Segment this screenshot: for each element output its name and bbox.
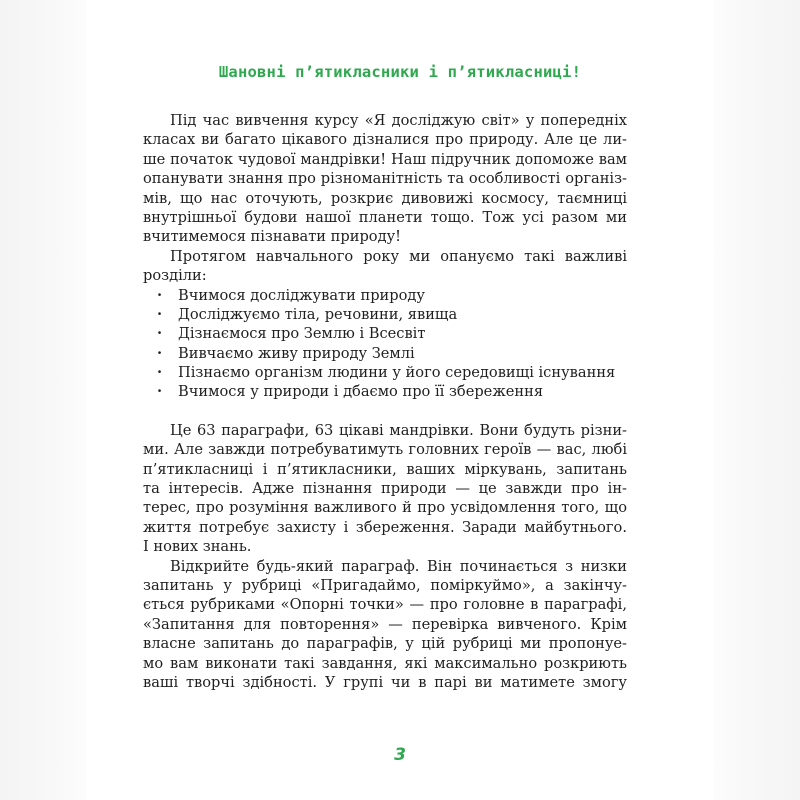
sections-intro-paragraph xyxy=(143,247,627,286)
text-line: п’ятикласниці і п’ятикласники, ваших міркувань, запитань xyxy=(143,460,627,478)
list-item xyxy=(143,363,627,382)
paragraphs-overview-paragraph xyxy=(143,421,627,557)
text-line: опанувати знання про різноманітність та особливості організ- xyxy=(143,170,627,188)
text-line: мо вам виконати такі завдання, які максимально розкриють xyxy=(143,654,627,672)
page-body xyxy=(143,111,627,692)
text-line: внутрішньої будови нашої планети тощо. Тож усі разом ми xyxy=(143,208,627,226)
bullet-icon: · xyxy=(157,305,163,323)
text-line: мів, що нас оточують, розкриє дивовижі космосу, таємниці xyxy=(143,189,627,207)
text-line: ваші творчі здібності. У групі чи в парі ви матимете змогу xyxy=(143,673,627,691)
text-line: Відкрийте будь-який параграф. Він починається з низки xyxy=(170,557,627,575)
list-item-label: Пізнаємо організм людини у його середовищі існування xyxy=(178,364,616,382)
text-line: життя потребує захисту і збереження. Заради майбутнього. xyxy=(143,518,627,536)
page-title: Шановні п’ятикласники і п’ятикласниці! xyxy=(218,63,582,81)
text-line: Під час вивчення курсу «Я досліджую світ» у попередніх xyxy=(170,112,627,129)
text-line: терес, про розуміння важливого й про усвідомлення того, що xyxy=(143,499,627,517)
list-item xyxy=(143,286,627,305)
list-item-label: Вчимося досліджувати природу xyxy=(178,286,425,304)
paragraph-spacer xyxy=(143,402,627,421)
bullet-icon: · xyxy=(157,364,163,382)
text-line: «Запитання для повторення» — перевірка вивченого. Крім xyxy=(143,615,627,633)
text-line: вчитимемося пізнавати природу! xyxy=(143,228,402,246)
text-line: класах ви багато цікавого дізналися про природу. Але це ли- xyxy=(143,131,627,149)
page xyxy=(86,0,714,800)
list-item-label: Вчимося у природи і дбаємо про її збереження xyxy=(178,383,544,401)
bullet-icon: · xyxy=(157,325,163,343)
text-line: Протягом навчального року ми опануємо такі важливі xyxy=(170,247,627,265)
list-item xyxy=(143,382,627,401)
text-line: запитань у рубриці «Пригадаймо, поміркуймо», а закінчу- xyxy=(143,576,627,594)
page-number: 3 xyxy=(394,745,406,765)
text-line: розділи: xyxy=(143,267,207,285)
text-line: та інтересів. Адже пізнання природи — це завжди про ін- xyxy=(143,480,627,498)
list-item-label: Досліджуємо тіла, речовини, явища xyxy=(178,305,458,323)
list-item xyxy=(143,324,627,343)
sections-list xyxy=(143,286,627,402)
rubrics-paragraph xyxy=(143,557,627,693)
text-line: власне запитань до параграфів, у цій рубриці ми пропонуе- xyxy=(143,635,627,653)
text-line: ше початок чудової мандрівки! Наш підручник допоможе вам xyxy=(143,150,627,168)
left-margin-shadow xyxy=(0,0,86,800)
text-line: Це 63 параграфи, 63 цікаві мандрівки. Вони будуть різни- xyxy=(170,421,627,439)
text-line: ми. Але завжди потребуватимуть головних героїв — вас, любі xyxy=(143,441,627,459)
text-line: ється рубриками «Опорні точки» — про головне в параграфі, xyxy=(143,596,627,614)
text-line: І нових знань. xyxy=(143,538,252,556)
bullet-icon: · xyxy=(157,344,163,362)
list-item xyxy=(143,305,627,324)
bullet-icon: · xyxy=(157,383,163,401)
list-item-label: Дізнаємося про Землю і Всесвіт xyxy=(178,325,426,343)
list-item xyxy=(143,344,627,363)
right-margin-shadow xyxy=(714,0,800,800)
intro-paragraph xyxy=(143,111,627,247)
bullet-icon: · xyxy=(157,286,163,304)
list-item-label: Вивчаємо живу природу Землі xyxy=(178,344,415,362)
